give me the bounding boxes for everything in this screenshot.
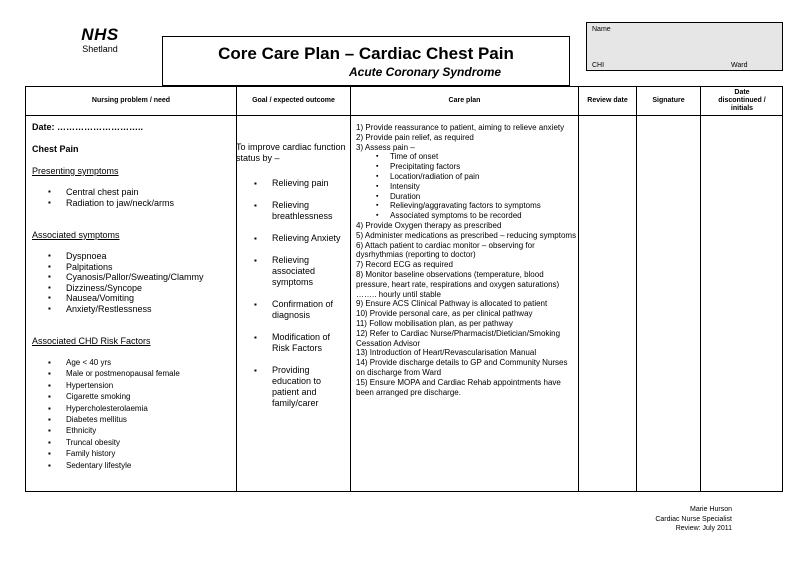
list-item: ▪ Dyspnoea [32, 251, 232, 262]
page-title: Core Care Plan – Cardiac Chest Pain [218, 44, 514, 63]
logo-brand: NHS [81, 25, 119, 44]
care-plan-table [25, 86, 783, 492]
signature-cell[interactable] [637, 116, 700, 491]
list-item: ▪ Modification of Risk Factors [236, 332, 346, 354]
date-discontinued-cell[interactable] [701, 116, 783, 491]
title-box [162, 36, 570, 86]
list-item: ▪ Central chest pain [32, 187, 232, 198]
list-item: ▪ Providing education to patient and family/carer [236, 365, 346, 409]
care-step-8: 8) Monitor baseline observations (temperature, blood pressure, heart rate, respirations and oxygen saturations) …….. hourly until stable [356, 269, 560, 299]
list-item: ▪ Relieving breathlessness [236, 200, 346, 222]
care-step-1: 1) Provide reassurance to patient, aiming to relieve anxiety [356, 123, 565, 132]
footer-role: Cardiac Nurse Specialist [655, 515, 732, 523]
logo-region: Shetland [82, 44, 118, 54]
date-line: Date: ……………………….. [32, 122, 144, 132]
header-care-plan: Care plan [448, 97, 481, 104]
list-item: ▪ Associated symptoms to be recorded [356, 211, 578, 221]
ward-label: Ward [731, 62, 748, 69]
list-item: ▪ Relieving pain [236, 178, 346, 189]
associated-title: Associated symptoms [32, 230, 120, 240]
care-step-4: 4) Provide Oxygen therapy as prescribed [356, 220, 502, 230]
list-item: ▪ Hypercholesterolaemia [32, 403, 232, 414]
list-item: ▪ Intensity [356, 182, 578, 192]
care-step-12: 12) Refer to Cardiac Nurse/Pharmacist/Dietician/Smoking Cessation Advisor [356, 328, 561, 348]
page-subtitle: Acute Coronary Syndrome [349, 65, 502, 79]
list-item: ▪ Dizziness/Syncope [32, 283, 232, 294]
header-signature: Signature [652, 97, 685, 104]
list-item: ▪ Sedentary lifestyle [32, 460, 232, 471]
care-step-7: 7) Record ECG as required [356, 260, 453, 270]
goal-column [236, 142, 346, 420]
footer-review: Review: July 2011 [675, 525, 732, 532]
footer-credits [655, 505, 732, 534]
care-plan-column [356, 123, 578, 397]
care-step-9: 9) Ensure ACS Clinical Pathway is allocated to patient [356, 299, 548, 309]
goal-list [236, 178, 346, 409]
care-step-14: 14) Provide discharge details to GP and Community Nurses on discharge from Ward [356, 358, 568, 377]
presenting-title: Presenting symptoms [32, 166, 119, 176]
chi-label: CHI [592, 62, 605, 69]
list-item: ▪ Radiation to jaw/neck/arms [32, 198, 232, 209]
header-goal: Goal / expected outcome [252, 97, 335, 104]
list-item: ▪ Male or postmenopausal female [32, 368, 232, 379]
care-step-15: 15) Ensure MOPA and Cardiac Rehab appointments have been arranged pre discharge. [356, 377, 561, 397]
column-divider [350, 87, 351, 491]
list-item: ▪ Duration [356, 192, 578, 202]
assess-list [356, 152, 578, 221]
care-step-10: 10) Provide personal care, as per clinical pathway [356, 309, 533, 319]
problem-column [32, 122, 232, 471]
list-item: ▪ Relieving Anxiety [236, 233, 346, 244]
list-item: ▪ Ethnicity [32, 425, 232, 436]
risk-list [32, 357, 232, 471]
header-review-date: Review date [587, 97, 628, 104]
list-item: ▪ Confirmation of diagnosis [236, 299, 346, 321]
list-item: ▪ Nausea/Vomiting [32, 293, 232, 304]
list-item: ▪ Family history [32, 448, 232, 459]
list-item: ▪ Hypertension [32, 380, 232, 391]
header-problem: Nursing problem / need [91, 97, 171, 104]
review-date-cell[interactable] [579, 116, 636, 491]
list-item: ▪ Age < 40 yrs [32, 357, 232, 368]
name-label: Name [592, 26, 611, 33]
list-item: ▪ Cyanosis/Pallor/Sweating/Clammy [32, 272, 232, 283]
list-item: ▪ Cigarette smoking [32, 391, 232, 402]
care-step-6: 6) Attach patient to cardiac monitor – observing for dysrhythmias (reporting to doctor) [356, 240, 535, 260]
care-step-2: 2) Provide pain relief, as required [356, 132, 474, 142]
list-item: ▪ Palpitations [32, 262, 232, 273]
list-item: ▪ Location/radiation of pain [356, 172, 578, 182]
care-step-5: 5) Administer medications as prescribed – reducing symptoms [356, 230, 577, 240]
presenting-list [32, 187, 232, 208]
goal-intro: To improve cardiac function status by – [236, 142, 346, 163]
problem-heading: Chest Pain [32, 144, 79, 154]
list-item: ▪ Diabetes mellitus [32, 414, 232, 425]
nhs-logo [60, 26, 140, 55]
list-item: ▪ Relieving/aggravating factors to symptoms [356, 201, 578, 211]
list-item: ▪ Time of onset [356, 152, 578, 162]
list-item: ▪ Precipitating factors [356, 162, 578, 172]
care-step-3: 3) Assess pain – [356, 142, 415, 152]
risk-title: Associated CHD Risk Factors [32, 336, 151, 346]
footer-author: Marie Hurson [689, 506, 732, 513]
associated-list [32, 251, 232, 314]
list-item: ▪ Anxiety/Restlessness [32, 304, 232, 315]
patient-label-box[interactable] [586, 22, 783, 71]
list-item: ▪ Relieving associated symptoms [236, 255, 346, 288]
list-item: ▪ Truncal obesity [32, 437, 232, 448]
care-step-13: 13) Introduction of Heart/Revascularisation Manual [356, 348, 537, 358]
header-date-discontinued: Date discontinued / initials [718, 89, 766, 112]
care-step-11: 11) Follow mobilisation plan, as per pathway [356, 318, 513, 328]
